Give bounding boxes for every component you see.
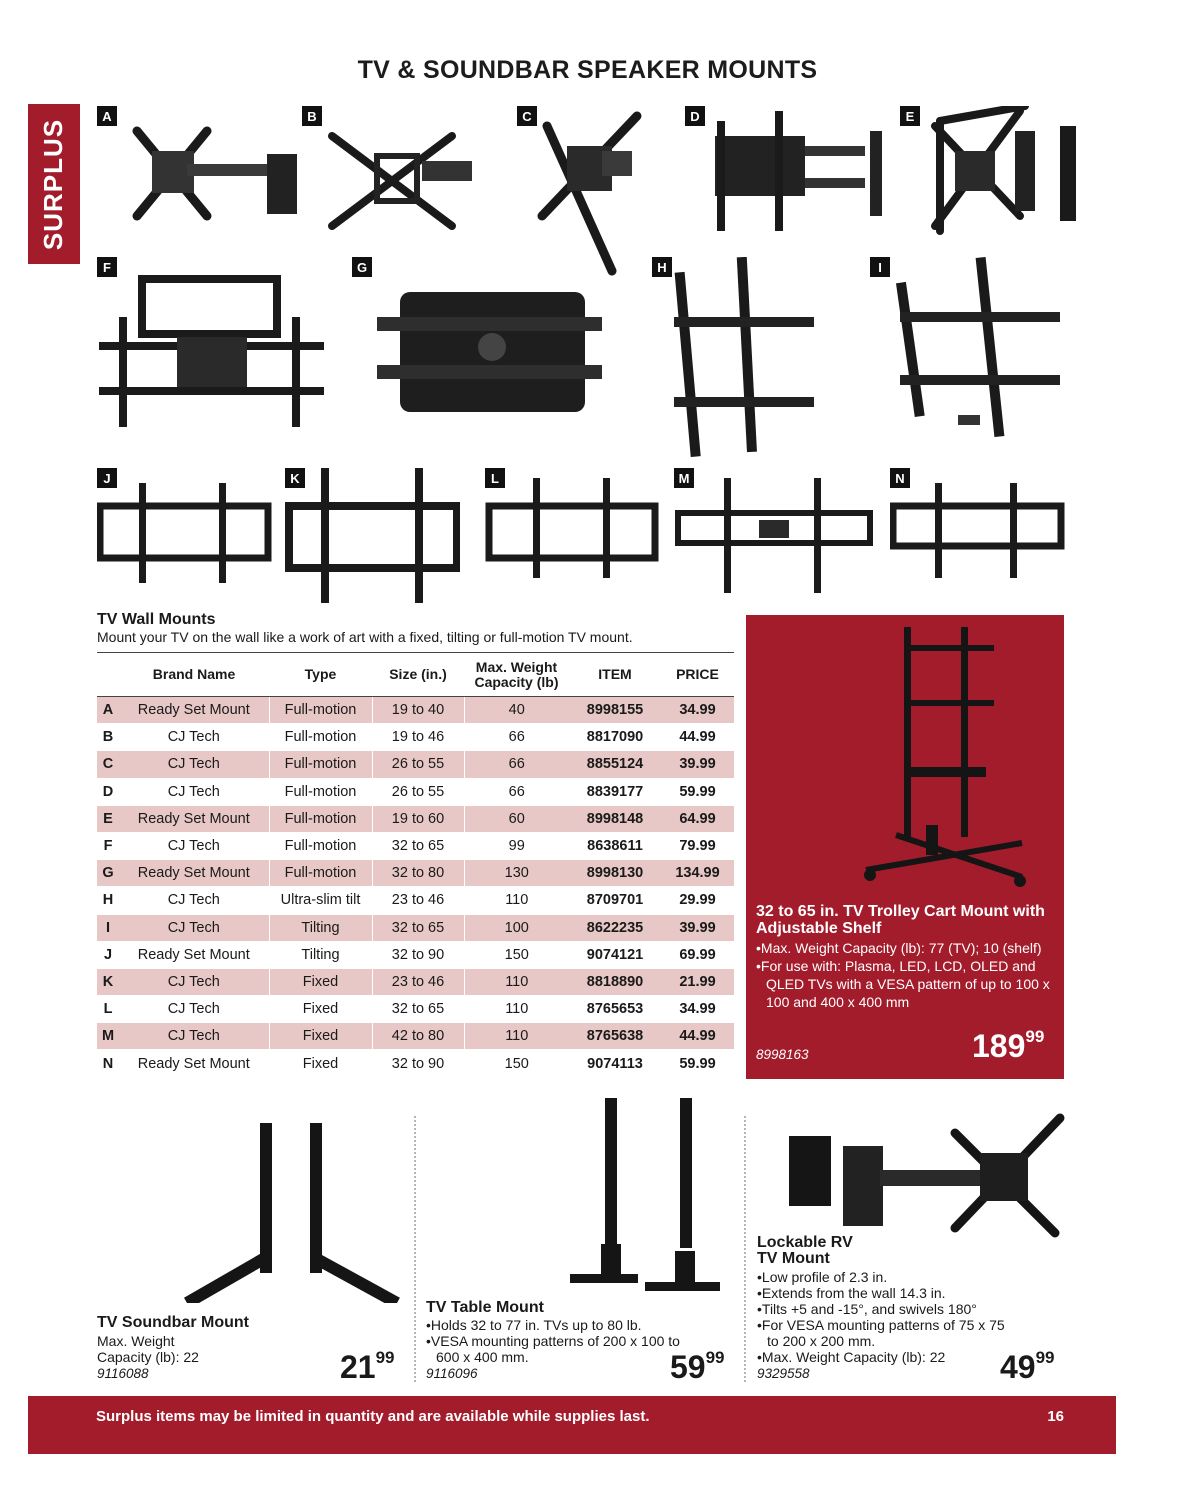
image-letter-g: G <box>352 257 372 277</box>
type-cell: Full-motion <box>269 860 372 887</box>
list-item: •Max. Weight Capacity (lb): 22 <box>757 1349 946 1365</box>
list-item: •For VESA mounting patterns of 75 x 75 to 200 x 200 mm. <box>757 1317 1005 1349</box>
soundbar-text: Max. Weight Capacity (lb): 22 <box>97 1333 199 1365</box>
weight-cell: 150 <box>464 941 569 968</box>
table-mount-sku: 9116096 <box>426 1366 478 1381</box>
row-key: J <box>97 941 119 968</box>
trolley-cart-icon <box>746 615 1064 895</box>
table-row <box>97 860 734 887</box>
wall-mounts-description: Mount your TV on the wall like a work of art with a fixed, tilting or full-motion TV mount. <box>97 629 633 645</box>
weight-cell: 130 <box>464 860 569 887</box>
wall-mounts-title: TV Wall Mounts <box>97 611 216 628</box>
list-item: •For use with: Plasma, LED, LCD, OLED and QLED TVs with a VESA pattern of up to 100 x 100 and 400 x 400 mm <box>756 958 1050 1010</box>
type-cell: Full-motion <box>269 751 372 778</box>
item-cell: 8817090 <box>569 724 661 751</box>
type-cell: Fixed <box>269 968 372 995</box>
weight-cell: 40 <box>464 697 569 724</box>
weight-cell: 66 <box>464 751 569 778</box>
image-letter-d: D <box>685 106 705 126</box>
price-cell: 29.99 <box>661 887 734 914</box>
column-header: Max. Weight Capacity (lb) <box>464 653 569 697</box>
item-cell: 8818890 <box>569 968 661 995</box>
row-key: F <box>97 832 119 859</box>
trolley-title: 32 to 65 in. TV Trolley Cart Mount with Adjustable Shelf <box>756 903 1045 937</box>
fixed-mount-icon <box>285 468 460 603</box>
table-row <box>97 724 734 751</box>
size-cell: 26 to 55 <box>372 751 464 778</box>
divider <box>414 1116 416 1382</box>
row-key: A <box>97 697 119 724</box>
soundbar-sku: 9116088 <box>97 1366 149 1381</box>
brand-cell: CJ Tech <box>119 1023 269 1050</box>
image-letter-m: M <box>674 468 694 488</box>
row-key: B <box>97 724 119 751</box>
page-number: 16 <box>1047 1408 1064 1425</box>
table-row <box>97 941 734 968</box>
size-cell: 32 to 90 <box>372 941 464 968</box>
size-cell: 32 to 90 <box>372 1050 464 1077</box>
footer-bar <box>28 1396 1116 1454</box>
item-cell: 8765638 <box>569 1023 661 1050</box>
item-cell: 8839177 <box>569 778 661 805</box>
mount-image-m <box>674 468 874 598</box>
image-letter-e: E <box>900 106 920 126</box>
row-key: L <box>97 996 119 1023</box>
row-key: E <box>97 805 119 832</box>
item-cell: 8998155 <box>569 697 661 724</box>
row-key: N <box>97 1050 119 1077</box>
size-cell: 26 to 55 <box>372 778 464 805</box>
row-key: D <box>97 778 119 805</box>
brand-cell: Ready Set Mount <box>119 1050 269 1077</box>
brand-cell: CJ Tech <box>119 914 269 941</box>
price-cell: 34.99 <box>661 996 734 1023</box>
image-letter-l: L <box>485 468 505 488</box>
price-cell: 59.99 <box>661 778 734 805</box>
size-cell: 19 to 60 <box>372 805 464 832</box>
table-row <box>97 697 734 724</box>
size-cell: 32 to 65 <box>372 996 464 1023</box>
row-key: M <box>97 1023 119 1050</box>
full-motion-mount-icon <box>352 257 602 427</box>
price-cell: 69.99 <box>661 941 734 968</box>
image-letter-b: B <box>302 106 322 126</box>
weight-cell: 66 <box>464 724 569 751</box>
footer-disclaimer: Surplus items may be limited in quantity and are available while supplies last. <box>96 1408 650 1425</box>
column-header: ITEM <box>569 653 661 697</box>
brand-cell: Ready Set Mount <box>119 805 269 832</box>
wall-mounts-table <box>97 652 734 1078</box>
image-letter-f: F <box>97 257 117 277</box>
type-cell: Fixed <box>269 1050 372 1077</box>
price-cell: 21.99 <box>661 968 734 995</box>
image-letter-i: I <box>870 257 890 277</box>
table-row <box>97 778 734 805</box>
type-cell: Full-motion <box>269 832 372 859</box>
trolley-promo-panel <box>746 615 1064 1079</box>
brand-cell: CJ Tech <box>119 832 269 859</box>
list-item: •VESA mounting patterns of 200 x 100 to 600 x 400 mm. <box>426 1333 680 1365</box>
brand-cell: CJ Tech <box>119 887 269 914</box>
row-key: C <box>97 751 119 778</box>
size-cell: 42 to 80 <box>372 1023 464 1050</box>
list-item: •Extends from the wall 14.3 in. <box>757 1285 946 1301</box>
tilt-mount-icon <box>652 257 832 457</box>
table-mount-price: $59^{99}$ <box>670 1348 725 1385</box>
full-motion-mount-icon <box>900 106 1080 241</box>
type-cell: Fixed <box>269 996 372 1023</box>
list-item: •Holds 32 to 77 in. TVs up to 80 lb. <box>426 1317 642 1333</box>
rv-mount-price: $49^{99}$ <box>1000 1348 1055 1385</box>
item-cell: 8709701 <box>569 887 661 914</box>
price-cell: 64.99 <box>661 805 734 832</box>
mount-image-j <box>97 468 272 583</box>
price-cell: 44.99 <box>661 1023 734 1050</box>
list-item: •Tilts +5 and -15°, and swivels 180° <box>757 1301 977 1317</box>
mount-image-b <box>302 106 492 246</box>
type-cell: Ultra-slim tilt <box>269 887 372 914</box>
mount-image-c <box>517 106 667 276</box>
full-motion-mount-icon <box>685 106 885 231</box>
image-letter-j: J <box>97 468 117 488</box>
tilt-mount-icon <box>97 468 272 583</box>
column-header <box>97 653 119 697</box>
item-cell: 9074121 <box>569 941 661 968</box>
brand-cell: CJ Tech <box>119 778 269 805</box>
rv-mount-title: Lockable RV TV Mount <box>757 1234 853 1267</box>
column-header: Type <box>269 653 372 697</box>
brand-cell: Ready Set Mount <box>119 697 269 724</box>
rv-mount-icon <box>785 1108 1065 1243</box>
size-cell: 19 to 40 <box>372 697 464 724</box>
weight-cell: 110 <box>464 996 569 1023</box>
item-cell: 8998130 <box>569 860 661 887</box>
list-item: •Low profile of 2.3 in. <box>757 1269 888 1285</box>
mount-image-f <box>97 257 327 437</box>
fixed-mount-icon <box>485 468 660 578</box>
table-row <box>97 996 734 1023</box>
size-cell: 19 to 46 <box>372 724 464 751</box>
mount-image-k <box>285 468 460 603</box>
brand-cell: Ready Set Mount <box>119 941 269 968</box>
weight-cell: 110 <box>464 1023 569 1050</box>
fixed-mount-icon <box>674 468 874 598</box>
item-cell: 8998148 <box>569 805 661 832</box>
type-cell: Fixed <box>269 1023 372 1050</box>
mount-image-n <box>890 468 1065 583</box>
price-cell: 59.99 <box>661 1050 734 1077</box>
size-cell: 32 to 80 <box>372 860 464 887</box>
item-cell: 8765653 <box>569 996 661 1023</box>
table-mount-features <box>426 1317 691 1365</box>
full-motion-mount-icon <box>97 106 307 246</box>
soundbar-price: $21^{99}$ <box>340 1348 395 1385</box>
fixed-mount-icon <box>890 468 1065 583</box>
size-cell: 32 to 65 <box>372 914 464 941</box>
table-row <box>97 751 734 778</box>
size-cell: 23 to 46 <box>372 887 464 914</box>
image-letter-k: K <box>285 468 305 488</box>
surplus-side-tab <box>28 104 80 264</box>
image-letter-h: H <box>652 257 672 277</box>
size-cell: 32 to 65 <box>372 832 464 859</box>
type-cell: Tilting <box>269 941 372 968</box>
price-cell: 79.99 <box>661 832 734 859</box>
column-header: Size (in.) <box>372 653 464 697</box>
trolley-features <box>756 939 1056 1011</box>
item-cell: 8622235 <box>569 914 661 941</box>
brand-cell: Ready Set Mount <box>119 860 269 887</box>
table-mount-title: TV Table Mount <box>426 1299 544 1316</box>
weight-cell: 150 <box>464 1050 569 1077</box>
row-key: I <box>97 914 119 941</box>
rv-mount-features <box>757 1269 1007 1365</box>
type-cell: Full-motion <box>269 805 372 832</box>
brand-cell: CJ Tech <box>119 968 269 995</box>
price-cell: 44.99 <box>661 724 734 751</box>
weight-cell: 100 <box>464 914 569 941</box>
table-row <box>97 832 734 859</box>
row-key: K <box>97 968 119 995</box>
price-cell: 134.99 <box>661 860 734 887</box>
item-cell: 8855124 <box>569 751 661 778</box>
mount-image-h <box>652 257 832 457</box>
price-cell: 34.99 <box>661 697 734 724</box>
table-row <box>97 1050 734 1077</box>
mount-image-e <box>900 106 1080 241</box>
image-letter-a: A <box>97 106 117 126</box>
brand-cell: CJ Tech <box>119 724 269 751</box>
mount-image-l <box>485 468 660 578</box>
rv-mount-sku: 9329558 <box>757 1366 810 1381</box>
mount-image-g <box>352 257 602 427</box>
full-motion-mount-icon <box>517 106 667 276</box>
item-cell: 9074113 <box>569 1050 661 1077</box>
weight-cell: 99 <box>464 832 569 859</box>
full-motion-mount-icon <box>302 106 492 246</box>
size-cell: 23 to 46 <box>372 968 464 995</box>
type-cell: Tilting <box>269 914 372 941</box>
list-item: •Max. Weight Capacity (lb): 77 (TV); 10 (shelf) <box>756 940 1042 956</box>
item-cell: 8638611 <box>569 832 661 859</box>
trolley-sku: 8998163 <box>756 1047 809 1062</box>
table-header-row <box>97 653 734 697</box>
brand-cell: CJ Tech <box>119 751 269 778</box>
mount-image-d <box>685 106 885 231</box>
row-key: G <box>97 860 119 887</box>
image-letter-n: N <box>890 468 910 488</box>
table-mount-icon <box>565 1096 725 1296</box>
tilt-mount-icon <box>870 257 1070 437</box>
weight-cell: 110 <box>464 968 569 995</box>
price-cell: 39.99 <box>661 751 734 778</box>
type-cell: Full-motion <box>269 724 372 751</box>
table-row <box>97 968 734 995</box>
divider <box>744 1116 746 1382</box>
surplus-tab-label: SURPLUS <box>38 118 69 250</box>
table-row <box>97 1023 734 1050</box>
column-header: PRICE <box>661 653 734 697</box>
soundbar-mount-icon <box>175 1118 405 1303</box>
weight-cell: 60 <box>464 805 569 832</box>
soundbar-title: TV Soundbar Mount <box>97 1314 249 1331</box>
trolley-price: $189^{99}$ <box>972 1027 1045 1064</box>
mount-image-i <box>870 257 1070 437</box>
weight-cell: 110 <box>464 887 569 914</box>
table-row <box>97 887 734 914</box>
weight-cell: 66 <box>464 778 569 805</box>
type-cell: Full-motion <box>269 697 372 724</box>
table-row <box>97 805 734 832</box>
row-key: H <box>97 887 119 914</box>
type-cell: Full-motion <box>269 778 372 805</box>
mount-image-a <box>97 106 307 246</box>
table-row <box>97 914 734 941</box>
price-cell: 39.99 <box>661 914 734 941</box>
column-header: Brand Name <box>119 653 269 697</box>
brand-cell: CJ Tech <box>119 996 269 1023</box>
full-motion-mount-icon <box>97 257 327 437</box>
image-letter-c: C <box>517 106 537 126</box>
page-title: TV & SOUNDBAR SPEAKER MOUNTS <box>357 56 818 84</box>
